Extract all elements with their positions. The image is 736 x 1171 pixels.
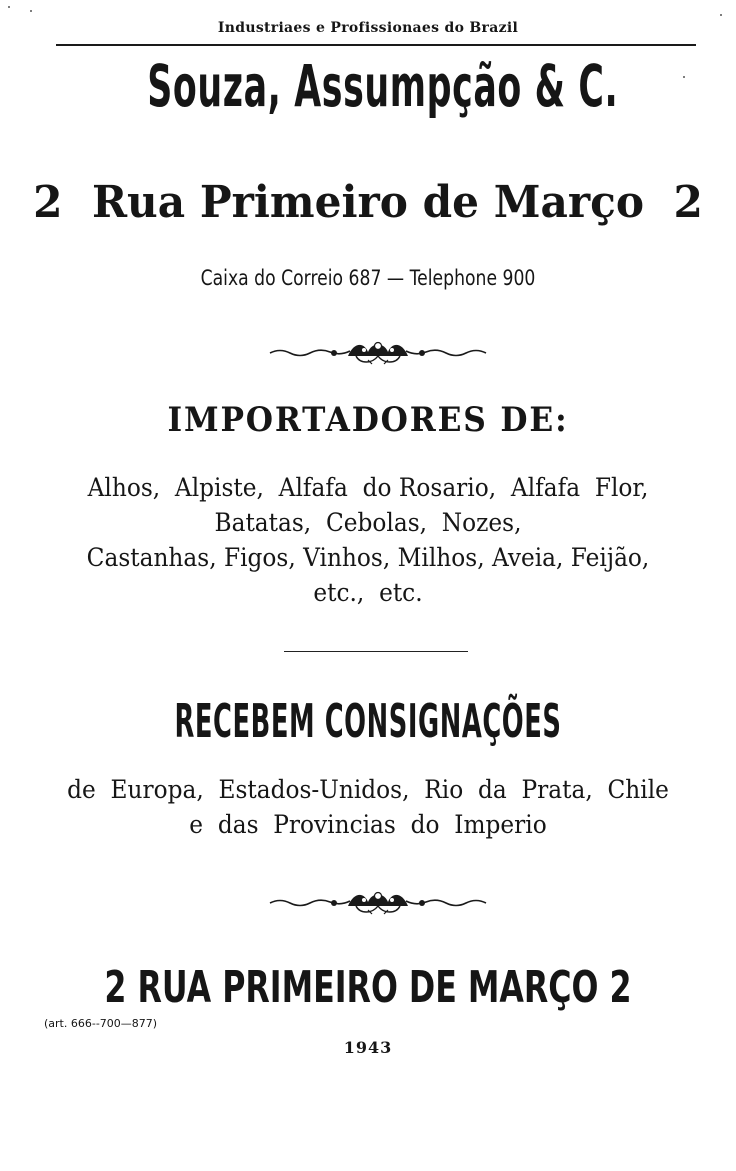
products-line: Castanhas, Figos, Vinhos, Milhos, Aveia, Feijão,	[86, 543, 650, 572]
print-speck	[720, 14, 722, 16]
importers-heading: IMPORTADORES DE:	[167, 400, 569, 440]
origins-line: e das Provincias do Imperio	[189, 810, 547, 839]
products-list	[26, 470, 710, 610]
floral-ornament-icon	[268, 338, 488, 366]
section-divider	[284, 651, 468, 652]
consignments-heading: RECEBEM CONSIGNAÇÕES	[174, 694, 562, 748]
contact-line: Caixa do Correio 687 — Telephone 900	[200, 266, 536, 290]
article-note: (art. 666--700—877)	[44, 1017, 158, 1030]
address-line: 2 Rua Primeiro de Março 2	[33, 177, 703, 228]
firm-name: Souza, Assumpção & C.	[147, 52, 619, 120]
products-line: etc., etc.	[313, 578, 423, 607]
products-line: Batatas, Cebolas, Nozes,	[214, 508, 522, 537]
address-caps: 2 RUA PRIMEIRO DE MARÇO 2	[104, 962, 632, 1013]
print-speck	[683, 76, 685, 78]
floral-ornament-icon	[268, 888, 488, 916]
print-speck	[30, 10, 32, 12]
products-line: Alhos, Alpiste, Alfafa do Rosario, Alfafa Flor,	[87, 473, 649, 502]
page-number: 1943	[343, 1038, 393, 1057]
header-rule	[56, 44, 696, 46]
print-speck	[8, 6, 10, 8]
origins-list	[26, 772, 710, 842]
origins-line: de Europa, Estados-Unidos, Rio da Prata, Chile	[67, 775, 669, 804]
running-head: Industriaes e Profissionaes do Brazil	[217, 20, 519, 36]
